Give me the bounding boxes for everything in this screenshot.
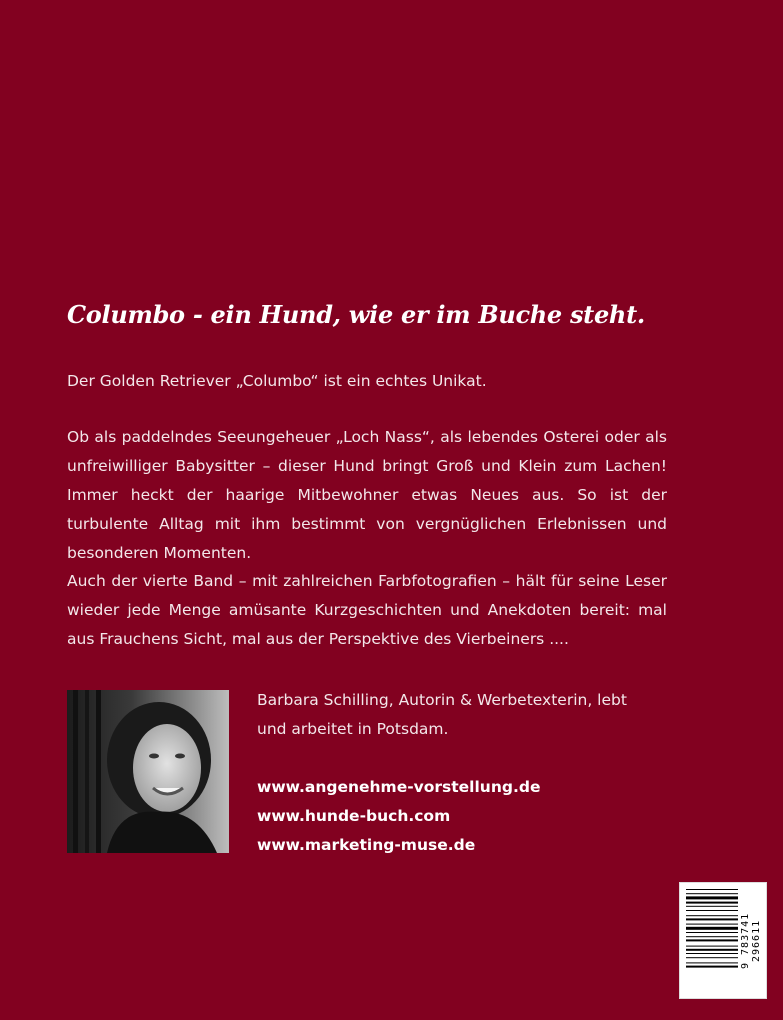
isbn-digits: 9 783741 296611 (740, 912, 762, 970)
isbn-barcode (679, 882, 767, 999)
barcode-bar (686, 906, 738, 907)
author-bio: Barbara Schilling, Autorin & Werbetexterin, lebt und arbeitet in Potsdam. (257, 691, 627, 738)
barcode-bar (686, 927, 738, 930)
author-photo (67, 690, 229, 853)
band-paragraph: Auch der vierte Band – mit zahlreichen Farbfotografien – hält für seine Leser wieder jede Menge amüsante Kurzgeschichten und Anekdoten bereit: mal aus Frauchens Sicht, mal aus der Perspektive des Vierbeiners .... (67, 572, 667, 648)
barcode-bar (686, 924, 738, 925)
barcode-bar (686, 896, 738, 899)
barcode-bar (686, 902, 738, 904)
website-links (257, 773, 657, 860)
barcode-bar (686, 936, 738, 937)
website-link-marketing-muse[interactable]: www.marketing-muse.de (257, 836, 476, 854)
story-paragraph: Ob als paddelndes Seeungeheuer „Loch Nass“, als lebendes Osterei oder als unfreiwilliger Babysitter – dieser Hund bringt Groß und Klein zum Lachen! Immer heckt der haarige Mitbewohner etwas Neues aus. So ist der turbulente Alltag mit ihm bestimmt von vergnüglichen Erlebnissen und besonderen Momenten. (67, 428, 667, 562)
barcode-bar (686, 918, 738, 920)
barcode-bar (686, 939, 738, 941)
barcode-bar (686, 966, 738, 968)
barcode-bar (686, 962, 738, 963)
headline: Columbo - ein Hund, wie er im Buche steht. (67, 300, 645, 329)
website-link-hunde-buch[interactable]: www.hunde-buch.com (257, 807, 451, 825)
barcode-bar (686, 893, 738, 894)
barcode-bar (686, 957, 738, 958)
website-link-angenehme-vorstellung[interactable]: www.angenehme-vorstellung.de (257, 778, 541, 796)
barcode-bar (686, 889, 738, 890)
intro-paragraph: Der Golden Retriever „Columbo“ ist ein echtes Unikat. (67, 372, 487, 390)
barcode-bar (686, 915, 738, 916)
author-portrait-image (67, 690, 229, 853)
barcode-bar (686, 946, 738, 947)
barcode-bar (686, 949, 738, 951)
barcode-bar (686, 932, 738, 933)
barcode-bar (686, 953, 738, 954)
barcode-bar (686, 910, 738, 911)
